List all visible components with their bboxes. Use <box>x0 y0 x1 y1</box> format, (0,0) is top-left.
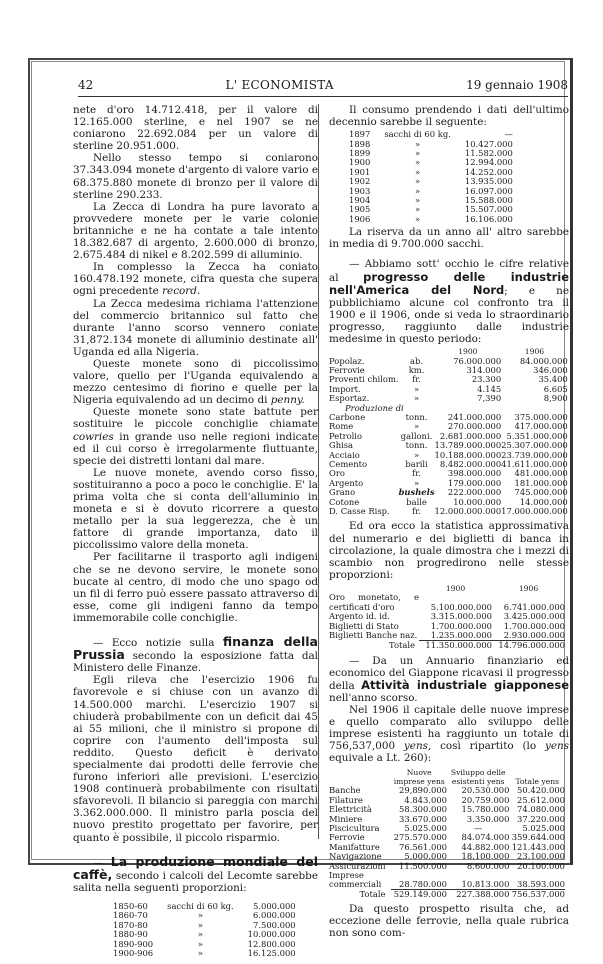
table-row: Navigazione 5.000.000 18.100.000 23.100.000 <box>329 851 565 862</box>
table-row: 1897 sacchi di 60 kg. — <box>349 129 513 140</box>
table-row: 1901 » 14.252.000 <box>349 166 513 177</box>
table-row: Elettricità 58.300.000 15.780.000 74.080.000 <box>329 804 565 815</box>
table-row: Esportaz. » 7,390 8,900 <box>329 393 568 404</box>
table-row: 1902 » 13.935.000 <box>349 176 513 187</box>
paragraph: Da questo prospetto risulta che, ad eccezione delle ferrovie, nella quale rubrica non sono com- <box>329 902 569 939</box>
table-header-row: 1900 1906 <box>458 347 545 357</box>
table-total-row: Totale 529.149.000 227.388.000 756.537.000 <box>359 889 565 900</box>
table-row: D. Casse Risp. fr. 12.000.000.000 17.000.000.000 <box>329 506 568 516</box>
table-row: 1870-80 » 7.500.000 <box>113 919 296 930</box>
table-row: 1903 » 16.097.000 <box>349 185 513 196</box>
table-row: 1906 » 16.106.000 <box>349 213 513 224</box>
table-row: 1850-60 sacchi di 60 kg. 5.000.000 <box>113 900 296 911</box>
paragraph: Ed ora ecco la statistica approssimativa del numerario e dei biglietti di banca in circolazione, la quale dimostra che i mezzi di scambio non progredirono nelle stesse proporzioni: <box>329 520 569 581</box>
table-row: Petrolio galloni. 2.681.000.000 5.351.000.000 <box>329 430 568 441</box>
table-total-row: Totale 11.350.000.000 14.796.000.000 <box>389 640 565 651</box>
table-row: Miniere 33.670.000 3.350.000 37.220.000 <box>329 813 565 824</box>
table-row: Cemento barili 8.482.000.000 41.611.000.000 <box>329 458 568 469</box>
paragraph: Le nuove monete, avendo corso fisso, sostituiranno a poco a poco le conchiglie. E' la prima volta che si conta dell'alluminio in moneta e si è dovuto ricorrere a questo metallo per la sua leggerezza, che è un fattore di grande importanza, dato il piccolissimo valore della moneta. <box>73 466 318 552</box>
table-row: Oro monetato, e certificati d'oro 5.100.000.000 6.741.000.000 <box>329 592 565 612</box>
table-row: Argento » 179.000.000 181.000.000 <box>329 477 568 488</box>
table-row: Ferrovie km. 314.000 346.000 <box>329 364 568 375</box>
table-row: 1904 » 15.588.000 <box>349 195 513 206</box>
paragraph: nete d'oro 14.712.418, per il valore di 12.165.000 sterline, e nel 1907 se ne coniarono 22.692.084 per un valore di sterline 20.951.000. <box>73 104 318 153</box>
section-japan-heading: — Da un Annuario finanziario ed economico del Giappone ricavasi il progresso della Attività industriale giapponese nell'anno scorso. <box>329 654 569 704</box>
table-row: Acciaio » 10.188.000.000 23.739.000.000 <box>329 449 568 460</box>
table-row: Imprese commerciali 28.780.000 10.813.000 38.593.000 <box>329 870 565 890</box>
paragraph: Egli rileva che l'esercizio 1906 fu favorevole e si chiuse con un avanzo di 14.500.000 marchi. L'esercizio 1907 si chiuderà probabilmente con un deficit dai 45 ai 55 milioni, che il ministro si propone di coprire con l'aumento dell'imposta sul reddito. Questo deficit è derivato specialmente dai prodotti delle ferrovie che furono inferiori alle previsioni. L'esercizio 1908 continuerà probabilmente con risultati sfavorevoli. Il bilancio si pareggia con marchi 3.362.000.000. Il ministro parla poscia del nuovo prestito progettato per favorire, per quanto è possibile, il piccolo risparmio. <box>73 674 318 844</box>
paragraph: In complesso la Zecca ha coniato 160.478.192 monete, cifra questa che supera ogni precedente record. <box>73 261 318 298</box>
table-header-row: Nuove imprese yens Sviluppo delle esistenti yens Totale yens <box>393 767 559 786</box>
table-row: Biglietti Banche naz. 1.235.000.000 2.930.000.000 <box>329 629 565 641</box>
table-row: 1890-900 » 12.800.000 <box>113 938 296 949</box>
japan-industry-table <box>329 768 565 900</box>
paragraph: Per facilitarne il trasporto agli indigeni che se ne devono servire, le monete sono bucate al centro, di modo che uno spago od un fil di ferro può essere passato attraverso di esse, come gli indigeni fanno da tempo immemorabile colle conchiglie. <box>73 551 318 624</box>
table-row: Carbone tonn. 241.000.000 375.000.000 <box>329 411 568 422</box>
header-rule <box>78 96 568 97</box>
currency-circulation-table <box>329 584 565 651</box>
section-coffee-heading: — La produzione mondiale del caffè, secondo i calcoli del Lecomte sarebbe salita nella seguenti proporzioni: <box>73 853 318 894</box>
paragraph: Nel 1906 il capitale delle nuove imprese e quello comparato allo sviluppo delle imprese esistenti ha raggiunto un totale di 756,537,000 yens, così ripartito (lo yens equivale a Lt. 260): <box>329 704 569 765</box>
table-row: Grano bushels 222.000.000 745.000.000 <box>329 487 568 498</box>
right-column <box>318 104 569 939</box>
section-prussia-heading: — Ecco notizie sulla finanza della Prussia secondo la esposizione fatta dal Ministero delle Finanze. <box>73 634 318 675</box>
page-number: 42 <box>78 78 94 92</box>
table-row: Oro fr. 398.000.000 481.000.000 <box>329 468 568 479</box>
paragraph: Nello stesso tempo si coniarono 37.343.094 monete d'argento di valore vario e 68.375.880 monete di bronzo per il valore di sterline 290.233. <box>73 152 318 201</box>
paragraph: La Zecca medesima richiama l'attenzione del commercio britannico sul fatto che durante l'anno scorso vennero coniate 31,872.134 monete di alluminio destinate all' Uganda ed alla Nigeria. <box>73 297 318 358</box>
table-row: Rome » 270.000.000 417.000.000 <box>329 421 568 432</box>
table-header-row: 1900 1906 <box>445 583 539 593</box>
table-row: Banche 29,890.000 20.530.000 50.420.000 <box>329 785 565 796</box>
table-row: Biglietti di Stato 1.700.000.000 1.700.000.000 <box>329 620 565 631</box>
journal-title: L' ECONOMISTA <box>225 78 334 92</box>
table-row: Ferrovie 275.570.000 84.074.000 359.644.000 <box>329 832 565 843</box>
table-row: Filature 4.843.000 20.759.000 25.612.000 <box>329 794 565 805</box>
paragraph: Queste monete sono di piccolissimo valore, quello per l'Uganda equivalendo a mezzo centesimo di fiorino e quelle per la Nigeria equivalendo ad un decimo di penny. <box>73 357 318 407</box>
paragraph: La riserva da un anno all' altro sarebbe in media di 9.700.000 sacchi. <box>329 226 569 251</box>
table-row: 1880-90 » 10.000.000 <box>113 929 296 940</box>
coffee-consumption-table <box>349 130 527 224</box>
table-row: Proventi chilom. fr. 23.300 35.400 <box>329 374 568 385</box>
issue-date: 19 gennaio 1908 <box>466 78 568 92</box>
table-row: Popolaz. ab. 76.000.000 84.000.000 <box>329 355 568 366</box>
america-industry-table <box>329 347 568 516</box>
table-row: Manifatture 76.561.000 44.882.000 121.443.000 <box>329 841 565 852</box>
coffee-production-table <box>113 902 310 958</box>
table-row: 1900-906 » 16.125.000 <box>113 947 296 958</box>
table-row: Assicurazioni 11.500.000 8.600.000 20.100.000 <box>329 860 565 871</box>
table-row: 1899 » 11.582.000 <box>349 148 513 158</box>
section-america-heading: — Abbiamo sott' occhio le cifre relative al progresso delle industrie nell'America del Nord; e ne pubblichiamo alcune col confronto tra il 1900 e il 1906, onde si veda lo straordinario progresso, raggiunto dalle industrie medesime in questo periodo: <box>329 258 569 345</box>
left-column <box>73 104 318 964</box>
table-row: Ghisa tonn. 13.789.000.000 25.307.000.000 <box>329 440 568 451</box>
table-row: 1900 » 12.994.000 <box>349 157 513 168</box>
table-row: Argento id. id. 3.315.000.000 3.425.000.000 <box>329 611 565 622</box>
table-row: 1898 » 10.427.000 <box>349 138 513 149</box>
table-row: Cotone balle 10.000.000 14.000.000 <box>329 496 568 507</box>
table-row: Import. » 4.145 6.605 <box>329 383 568 394</box>
paragraph: Il consumo prendendo i dati dell'ultimo decennio sarebbe il seguente: <box>329 104 569 129</box>
paragraph: Queste monete sono state battute per sostituire le piccole conchiglie chiamate cowries in grande uso nelle regioni indicate ed il cui corso è irregolarmente fluttuante, specie dei distretti lontani dal mare. <box>73 406 318 467</box>
table-row: 1860-70 » 6.000.000 <box>113 910 296 921</box>
table-row: Piscicultura 5.025.000 — 5.025.000 <box>329 823 565 833</box>
paragraph: La Zecca di Londra ha pure lavorato a provvedere monete per le varie colonie britanniche e ne ha contate a tale intento 18.382.687 di argento, 2.600.000 di bronzo, 2.675.484 di nikel e 8.202.599 di alluminio. <box>73 200 318 262</box>
table-subheading: Produzione di <box>345 402 404 413</box>
table-row: 1905 » 15.507.000 <box>349 204 513 215</box>
page-header <box>78 76 568 94</box>
